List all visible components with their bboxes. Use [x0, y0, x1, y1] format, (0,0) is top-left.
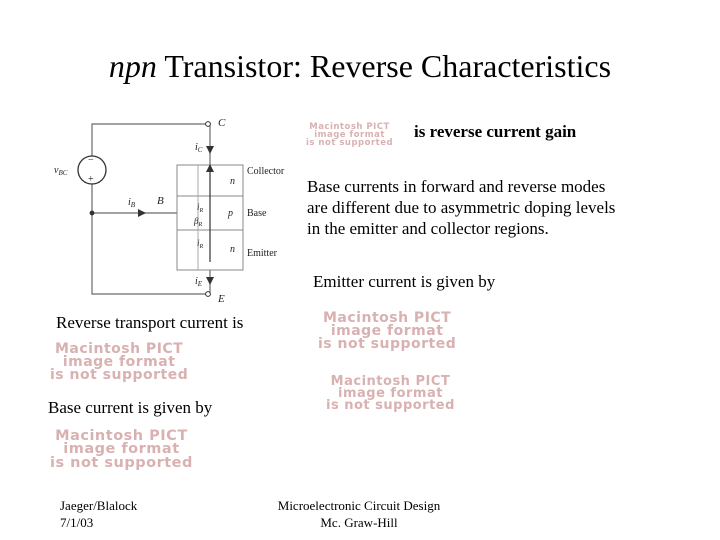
- terminal-e: [206, 292, 211, 297]
- source-minus: −: [88, 155, 94, 166]
- base-currents-line-2: are different due to asymmetric doping levels: [307, 198, 616, 217]
- transistor-circuit-diagram: [50, 112, 330, 308]
- label-node-b: B: [157, 195, 164, 207]
- transistor-block: [177, 164, 243, 270]
- title-italic: npn: [108, 48, 157, 84]
- label-node-e: E: [218, 293, 225, 305]
- label-node-c: C: [218, 117, 226, 129]
- footer-left: [60, 497, 137, 531]
- footer-author: Jaeger/Blalock: [60, 498, 138, 513]
- pict-placeholder-base: Macintosh PICT image format is not supported: [50, 428, 193, 471]
- base-currents-line-1: Base currents in forward and reverse modes: [307, 177, 606, 196]
- title-rest: Transistor: Reverse Characteristics: [156, 48, 612, 84]
- pict-placeholder-gain: Macintosh PICT image format is not supported: [306, 122, 394, 148]
- reverse-transport-text: Reverse transport current is: [56, 313, 244, 332]
- footer-center: [264, 497, 454, 531]
- region-n-top: n: [230, 176, 235, 187]
- pict-placeholder-emitter-1: Macintosh PICT image format is not supported: [318, 310, 457, 352]
- voltage-source: [78, 155, 106, 185]
- node-dot-left: [90, 211, 95, 216]
- ic-label: $i_C$: [195, 142, 203, 154]
- ie-label: $i_E$: [195, 276, 203, 288]
- footer-date: 7/1/03: [60, 515, 94, 530]
- footer-book: Microelectronic Circuit Design: [277, 498, 441, 513]
- reverse-gain-text: is reverse current gain: [414, 122, 577, 141]
- region-n-bottom: n: [230, 244, 235, 255]
- slide-title: [0, 48, 720, 85]
- ib-label: $i_B$: [128, 197, 136, 209]
- pict-placeholder-emitter-2: Macintosh PICT image format is not supported: [326, 374, 455, 413]
- base-currents-paragraph: [307, 176, 615, 239]
- terminal-c: [206, 122, 211, 127]
- emitter-current-text: Emitter current is given by: [313, 272, 496, 291]
- base-currents-line-3: in the emitter and collector regions.: [307, 219, 549, 238]
- ir-label-2: $i_R$: [197, 238, 204, 250]
- label-base: Base: [247, 208, 267, 219]
- region-p-mid: p: [228, 208, 233, 219]
- source-plus: +: [88, 174, 94, 185]
- beta-r-label: $\beta_R$: [194, 216, 203, 228]
- pict-placeholder-transport: Macintosh PICT image format is not supported: [50, 341, 189, 383]
- label-emitter: Emitter: [247, 248, 277, 259]
- label-collector: Collector: [247, 166, 285, 177]
- base-current-text: Base current is given by: [48, 398, 213, 417]
- footer-publisher: Mc. Graw-Hill: [320, 515, 398, 530]
- vbc-label: $v_{BC}$: [54, 165, 68, 177]
- ir-label-1: $i_R$: [197, 202, 204, 214]
